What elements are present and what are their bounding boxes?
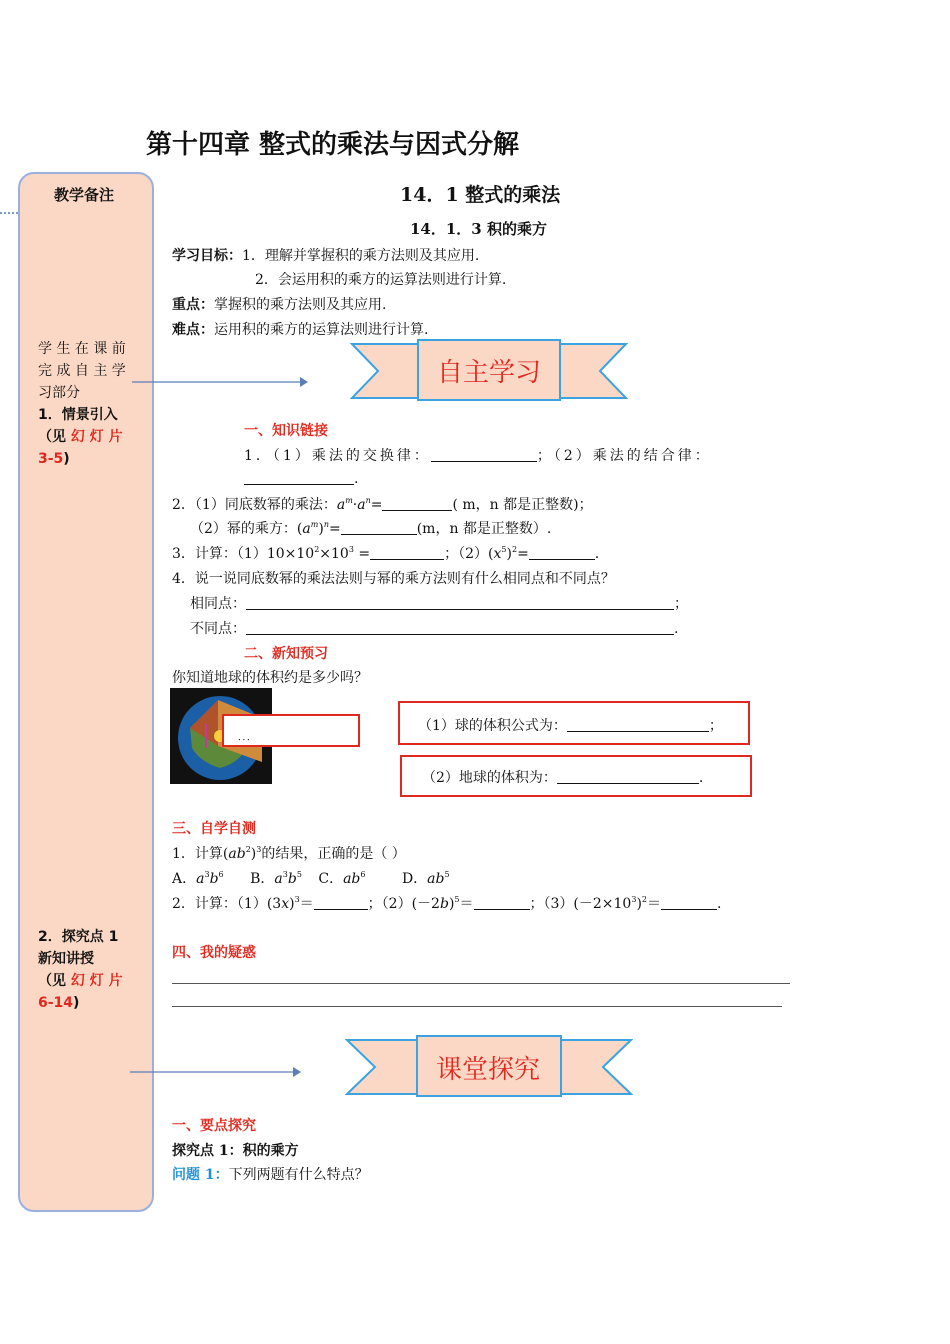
sec5-heading: 一、要点探究 bbox=[172, 1118, 256, 1134]
difficulty: 难点：运用积的乘方的运算法则进行计算. bbox=[172, 322, 429, 338]
sec1-heading: 一、知识链接 bbox=[244, 423, 328, 439]
sec1-q4: 4．说一说同底数幂的乘法法则与幂的乘方法则有什么相同点和不同点？ bbox=[172, 571, 615, 587]
formula-box: （1）球的体积公式为： ； bbox=[398, 701, 750, 745]
sec5-question: 问题 1：下列两题有什么特点？ bbox=[172, 1167, 369, 1183]
key-point: 重点：掌握积的乘方法则及其应用. bbox=[172, 297, 387, 313]
sec1-q2b: （2）幂的乘方：$(a^m)^n= (m$，n 都是正整数）. bbox=[190, 520, 552, 537]
sec5-point: 探究点 1：积的乘方 bbox=[172, 1143, 299, 1159]
sec4-heading: 四、我的疑惑 bbox=[172, 945, 256, 961]
sidebar-item-ref: （见 幻 灯 片 bbox=[38, 973, 123, 989]
sidebar-note-line: 学 生 在 课 前 bbox=[38, 341, 126, 357]
sec3-q2: 2．计算：$(1)(3x)^3=$ ；$(2)(-2b)^5=$ ；$(3)(-2\times 10^3)^2=$ . bbox=[172, 895, 722, 912]
sec1-diff: 不同点： . bbox=[190, 621, 679, 637]
sidebar-item-pages: 6-14) bbox=[38, 995, 80, 1011]
banner-class-inquiry-label: 课堂探究 bbox=[436, 1055, 541, 1085]
sidebar-panel bbox=[18, 172, 154, 1212]
sidebar-note-line: 习部分 bbox=[38, 385, 80, 401]
objectives-line-2: 2．会运用积的乘方的运算法则进行计算. bbox=[255, 272, 507, 288]
subsection-title: 14．1．3 积的乘方 bbox=[410, 220, 547, 238]
sec3-q1: 1．计算$(ab^2)^3$的结果，正确的是（ ） bbox=[172, 845, 406, 862]
sec1-same: 相同点： ； bbox=[190, 596, 688, 612]
sidebar-note-1 bbox=[38, 338, 126, 404]
sec3-heading: 三、自学自测 bbox=[172, 821, 256, 837]
sec2-question: 你知道地球的体积约是多少吗？ bbox=[172, 670, 368, 686]
chapter-title: 第十四章 整式的乘法与因式分解 bbox=[146, 130, 520, 160]
arrow-right-icon bbox=[128, 1062, 303, 1082]
objectives-line-1: 学习目标：1．理解并掌握积的乘方法则及其应用. bbox=[172, 248, 480, 264]
earth-volume-box: （2）地球的体积为： . bbox=[400, 755, 752, 797]
sec1-q3: 3．计算：$(1)10\times 10^2\times 10^3$ = ；$(2)(x^5)^2=$ . bbox=[172, 545, 600, 562]
banner-self-study-label: 自主学习 bbox=[437, 358, 542, 388]
sidebar-note-line: 完 成 自 主 学 bbox=[38, 363, 126, 379]
sec3-options: A．$a^3b^6$ B．$a^3b^5$ C．$ab^6$ D．$ab^5$ bbox=[172, 870, 450, 887]
sidebar-item-pages: 3-5) bbox=[38, 451, 70, 467]
section-title: 14．1 整式的乘法 bbox=[400, 184, 561, 206]
arrow-right-icon bbox=[130, 372, 310, 392]
sec1-q1-cont: . bbox=[244, 470, 358, 487]
earth-label-box: ．．． bbox=[222, 714, 360, 747]
sec2-heading: 二、新知预习 bbox=[244, 646, 328, 662]
sidebar-item-sub: 新知讲授 bbox=[38, 951, 94, 967]
sec1-q2a: 2．（1）同底数幂的乘法：$a^m\cdot a^n=$ ( m，n 都是正整数)； bbox=[172, 496, 593, 513]
doubt-line bbox=[172, 983, 790, 984]
sidebar-item-2 bbox=[38, 926, 123, 1014]
sec1-q1: 1．（1）乘法的交换律： ；（2）乘法的结合律： bbox=[244, 448, 712, 464]
sidebar-item-label: 2．探究点 1 bbox=[38, 929, 119, 945]
sidebar-item-ref: （见 幻 灯 片 bbox=[38, 429, 123, 445]
doubt-line bbox=[172, 1006, 782, 1007]
sidebar-item-label: 1．情景引入 bbox=[38, 407, 118, 423]
sidebar-title: 教学备注 bbox=[54, 186, 115, 204]
sidebar-item-1 bbox=[38, 404, 123, 470]
